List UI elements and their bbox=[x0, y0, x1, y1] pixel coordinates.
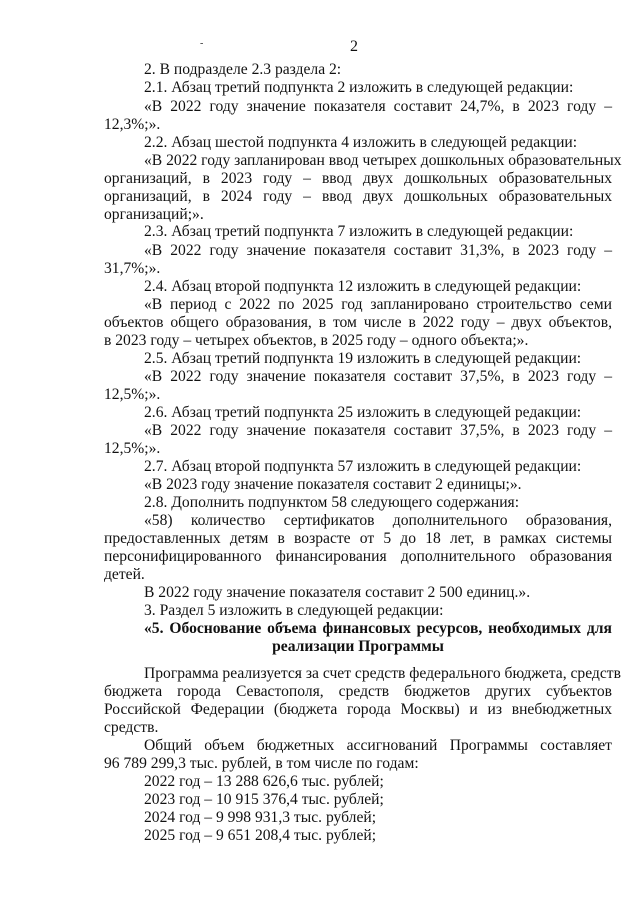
text-line: 2.1. Абзац третий подпункта 2 изложить в следующей редакции: bbox=[144, 79, 574, 96]
text-line: 2024 год – 9 998 931,3 тыс. рублей; bbox=[144, 809, 377, 826]
text-line: 2. В подразделе 2.3 раздела 2: bbox=[144, 61, 342, 78]
text-line: 2.4. Абзац второй подпункта 12 изложить в следующей редакции: bbox=[144, 278, 582, 295]
text-line: Общий объем бюджетных ассигнований Программы составляет bbox=[144, 737, 612, 754]
text-line: бюджета города Севастополя, средств бюджетов других субъектов bbox=[104, 683, 612, 700]
text-line: «В 2023 году значение показателя составит 2 единицы;». bbox=[144, 476, 522, 493]
text-line: 2025 год – 9 651 208,4 тыс. рублей; bbox=[144, 827, 377, 844]
text-line: 2023 год – 10 915 376,4 тыс. рублей; bbox=[144, 791, 384, 808]
text-line: 12,3%;». bbox=[104, 116, 161, 133]
text-line: в 2023 году – четырех объектов, в 2025 году – одного объекта;». bbox=[104, 332, 529, 349]
text-line: «В 2022 году значение показателя составит 37,5%, в 2023 году – bbox=[144, 368, 612, 385]
text-line: организаций, в 2024 году – ввод двух дошкольных образовательных bbox=[104, 188, 612, 205]
text-line: 2022 год – 13 288 626,6 тыс. рублей; bbox=[144, 773, 384, 790]
text-line: 2.6. Абзац третий подпункта 25 изложить в следующей редакции: bbox=[144, 404, 582, 421]
section-heading-line: реализации Программы bbox=[272, 638, 444, 655]
text-line: Российской Федерации (бюджета города Москвы) и из внебюджетных bbox=[104, 701, 612, 718]
text-line: средств. bbox=[104, 719, 159, 736]
text-line: объектов общего образования, в том числе в 2022 году – двух объектов, bbox=[104, 314, 612, 331]
text-line: 3. Раздел 5 изложить в следующей редакции: bbox=[144, 602, 444, 619]
text-line: «В период с 2022 по 2025 год запланировано строительство семи bbox=[144, 296, 612, 313]
scan-mark: - bbox=[200, 38, 204, 49]
text-line: «В 2022 году значение показателя составит 24,7%, в 2023 году – bbox=[144, 98, 612, 115]
text-line: «58) количество сертификатов дополнительного образования, bbox=[144, 512, 612, 529]
text-line: «В 2022 году значение показателя составит 31,3%, в 2023 году – bbox=[144, 242, 612, 259]
text-line: 12,5%;». bbox=[104, 386, 161, 403]
text-line: 31,7%;». bbox=[104, 260, 161, 277]
text-line: 12,5%;». bbox=[104, 440, 161, 457]
text-line: 2.8. Дополнить подпунктом 58 следующего содержания: bbox=[144, 494, 520, 511]
text-line: 2.3. Абзац третий подпункта 7 изложить в следующей редакции: bbox=[144, 223, 574, 240]
text-line: «В 2022 году значение показателя составит 37,5%, в 2023 году – bbox=[144, 422, 612, 439]
text-line: 2.2. Абзац шестой подпункта 4 изложить в следующей редакции: bbox=[144, 134, 578, 151]
text-line: персонифицированного финансирования дополнительного образования bbox=[104, 548, 612, 565]
section-heading-line: «5. Обоснование объема финансовых ресурсов, необходимых для bbox=[144, 620, 612, 637]
text-line: детей. bbox=[104, 566, 145, 583]
text-line: организаций, в 2023 году – ввод двух дошкольных образовательных bbox=[104, 170, 612, 187]
text-line: Программа реализуется за счет средств федерального бюджета, средств bbox=[144, 665, 621, 682]
text-line: организаций;». bbox=[104, 206, 204, 223]
text-line: «В 2022 году запланирован ввод четырех дошкольных образовательных bbox=[144, 152, 622, 169]
text-line: 2.7. Абзац второй подпункта 57 изложить в следующей редакции: bbox=[144, 458, 582, 475]
text-line: В 2022 году значение показателя составит 2 500 единиц.». bbox=[144, 584, 531, 601]
text-line: 2.5. Абзац третий подпункта 19 изложить в следующей редакции: bbox=[144, 350, 582, 367]
text-line: 96 789 299,3 тыс. рублей, в том числе по годам: bbox=[104, 755, 419, 772]
page-number: 2 bbox=[350, 38, 358, 55]
text-line: предоставленных детям в возрасте от 5 до 18 лет, в рамках системы bbox=[104, 530, 612, 547]
